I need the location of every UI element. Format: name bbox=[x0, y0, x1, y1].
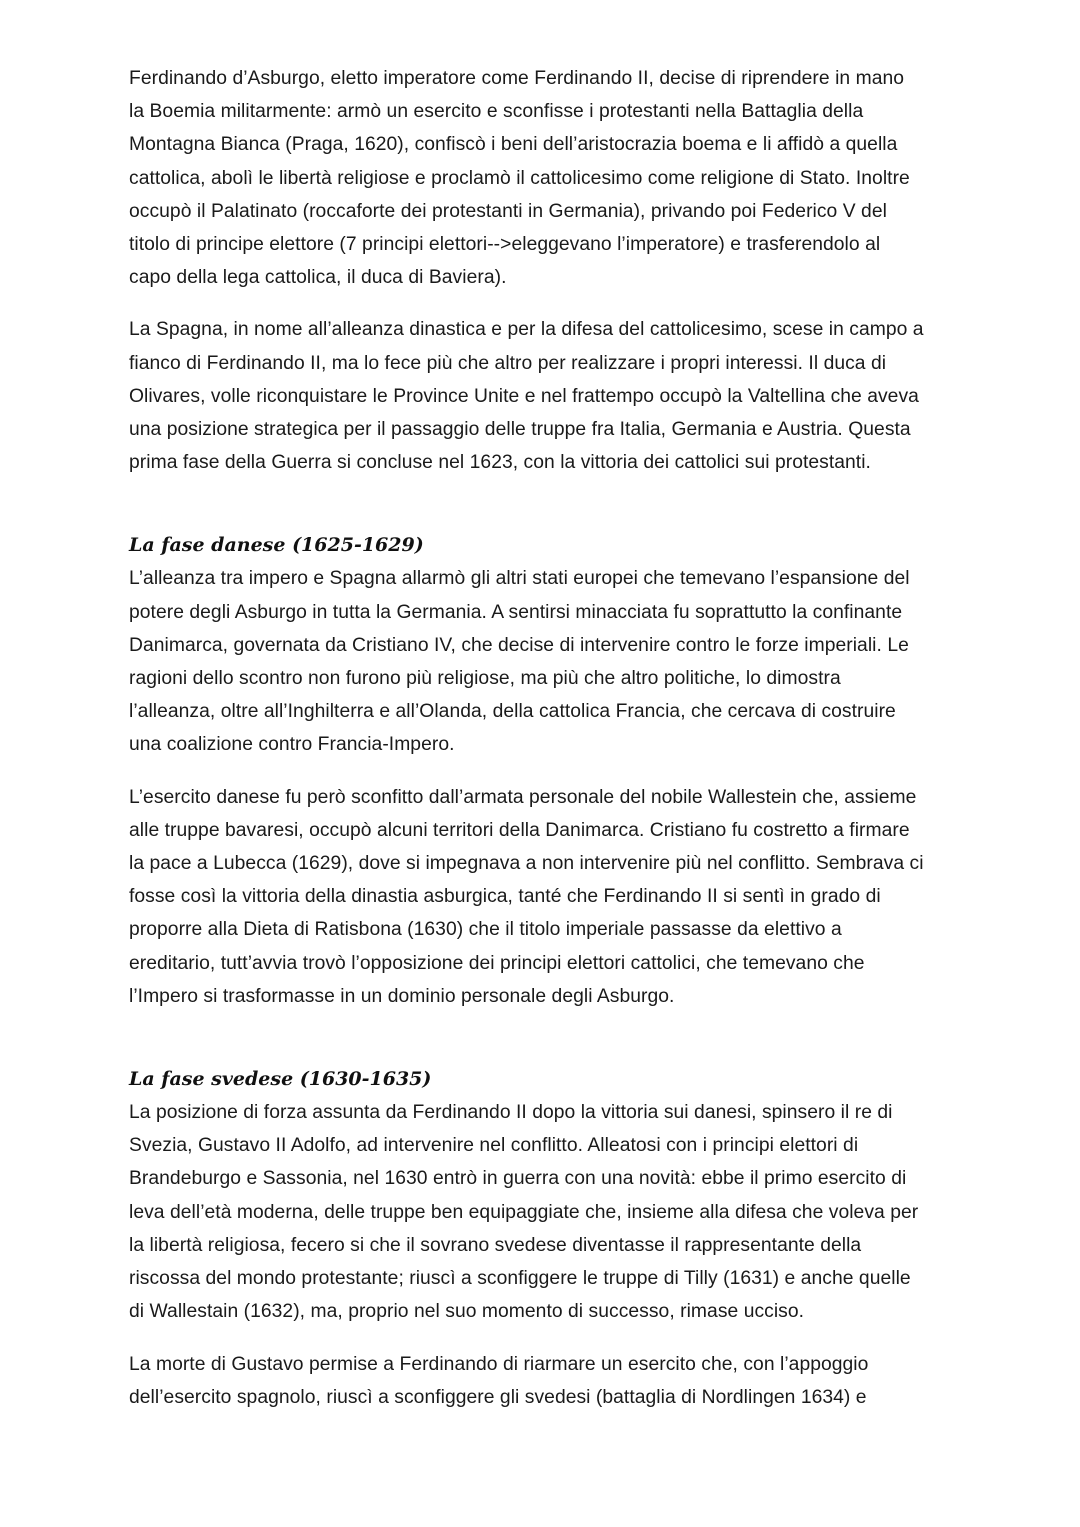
text-line: titolo di principe elettore (7 principi elettori-->eleggevano l’imperatore) e trasferendolo al bbox=[129, 234, 881, 256]
section-fase-danese bbox=[129, 529, 1019, 1013]
text-line: cattolica, abolì le libertà religiose e proclamò il cattolicesimo come religione di Stato. Inoltre bbox=[129, 167, 910, 189]
paragraph bbox=[129, 313, 1019, 479]
section-intro bbox=[129, 62, 1019, 479]
text-line: riscossa del mondo protestante; riuscì a sconfiggere le truppe di Tilly (1631) e anche quelle bbox=[129, 1268, 911, 1290]
text-line: ereditario, tutt’avvia trovò l’opposizione dei principi elettori cattolici, che temevano che bbox=[129, 952, 865, 974]
text-line: proporre alla Dieta di Ratisbona (1630) che il titolo imperiale passasse da elettivo a bbox=[129, 919, 842, 941]
paragraph bbox=[129, 781, 1019, 1013]
section-heading: La fase danese (1625-1629) bbox=[129, 534, 424, 557]
text-line: ragioni dello scontro non furono più religiose, ma più che altro politiche, lo dimostra bbox=[129, 668, 841, 690]
text-line: L’esercito danese fu però sconfitto dall’armata personale del nobile Wallestein che, assieme bbox=[129, 786, 917, 808]
text-line: potere degli Asburgo in tutta la Germania. A sentirsi minacciata fu soprattutto la confinante bbox=[129, 601, 903, 623]
text-line: La Spagna, in nome all’alleanza dinastica e per la difesa del cattolicesimo, scese in campo a bbox=[129, 319, 924, 341]
section-heading: La fase svedese (1630-1635) bbox=[129, 1068, 432, 1091]
text-line: occupò il Palatinato (roccaforte dei protestanti in Germania), privando poi Federico V del bbox=[129, 200, 887, 222]
text-line: L’alleanza tra impero e Spagna allarmò gli altri stati europei che temevano l’espansione del bbox=[129, 568, 910, 590]
text-line: Ferdinando d’Asburgo, eletto imperatore come Ferdinando II, decise di riprendere in mano bbox=[129, 68, 905, 89]
text-line: dell’esercito spagnolo, riuscì a sconfiggere gli svedesi (battaglia di Nordlingen 1634) e bbox=[129, 1386, 867, 1408]
text-line: La posizione di forza assunta da Ferdinando II dopo la vittoria sui danesi, spinsero il re di bbox=[129, 1102, 893, 1124]
text-line: Olivares, volle riconquistare le Province Unite e nel frattempo occupò la Valtellina che aveva bbox=[129, 385, 919, 407]
paragraph bbox=[129, 562, 1019, 761]
text-line: di Wallestain (1632), ma, proprio nel suo momento di successo, rimase ucciso. bbox=[129, 1301, 805, 1323]
text-line: Svezia, Gustavo II Adolfo, ad intervenire nel conflitto. Alleatosi con i principi elettori di bbox=[129, 1135, 859, 1157]
text-line: la Boemia militarmente: armò un esercito e sconfisse i protestanti nella Battaglia della bbox=[129, 101, 864, 123]
text-line: l’Impero si trasformasse in un dominio personale degli Asburgo. bbox=[129, 985, 675, 1007]
text-line: Montagna Bianca (Praga, 1620), confiscò i beni dell’aristocrazia boema e li affidò a quella bbox=[129, 134, 898, 156]
section-fase-svedese bbox=[129, 1063, 1019, 1414]
text-line: capo della lega cattolica, il duca di Baviera). bbox=[129, 267, 507, 289]
text-line: una posizione strategica per il passaggio delle truppe fra Italia, Germania e Austria. Questa bbox=[129, 419, 911, 441]
text-line: la libertà religiosa, fecero si che il sovrano svedese diventasse il rappresentante della bbox=[129, 1234, 862, 1256]
paragraph bbox=[129, 1348, 1019, 1414]
text-line: Brandeburgo e Sassonia, nel 1630 entrò in guerra con una novità: ebbe il primo esercito di bbox=[129, 1168, 907, 1190]
text-line: La morte di Gustavo permise a Ferdinando di riarmare un esercito che, con l’appoggio bbox=[129, 1353, 869, 1375]
document-page bbox=[129, 62, 1019, 1414]
text-line: l’alleanza, oltre all’Inghilterra e all’Olanda, della cattolica Francia, che cercava di costruire bbox=[129, 701, 896, 723]
text-line: prima fase della Guerra si concluse nel 1623, con la vittoria dei cattolici sui protestanti. bbox=[129, 452, 871, 474]
text-line: alle truppe bavaresi, occupò alcuni territori della Danimarca. Cristiano fu costretto a firmare bbox=[129, 819, 910, 841]
text-line: Danimarca, governata da Cristiano IV, che decise di intervenire contro le forze imperiali. Le bbox=[129, 634, 909, 656]
paragraph bbox=[129, 62, 1019, 294]
text-line: fosse così la vittoria della dinastia asburgica, tanté che Ferdinando II si sentì in grado di bbox=[129, 886, 881, 908]
text-line: leva dell’età moderna, delle truppe ben equipaggiate che, insieme alla difesa che voleva per bbox=[129, 1201, 919, 1223]
text-line: una coalizione contro Francia-Impero. bbox=[129, 734, 455, 756]
text-line: la pace a Lubecca (1629), dove si impegnava a non intervenire più nel conflitto. Sembrava ci bbox=[129, 853, 924, 875]
paragraph bbox=[129, 1096, 1019, 1328]
text-line: fianco di Ferdinando II, ma lo fece più che altro per realizzare i propri interessi. Il duca di bbox=[129, 352, 887, 374]
